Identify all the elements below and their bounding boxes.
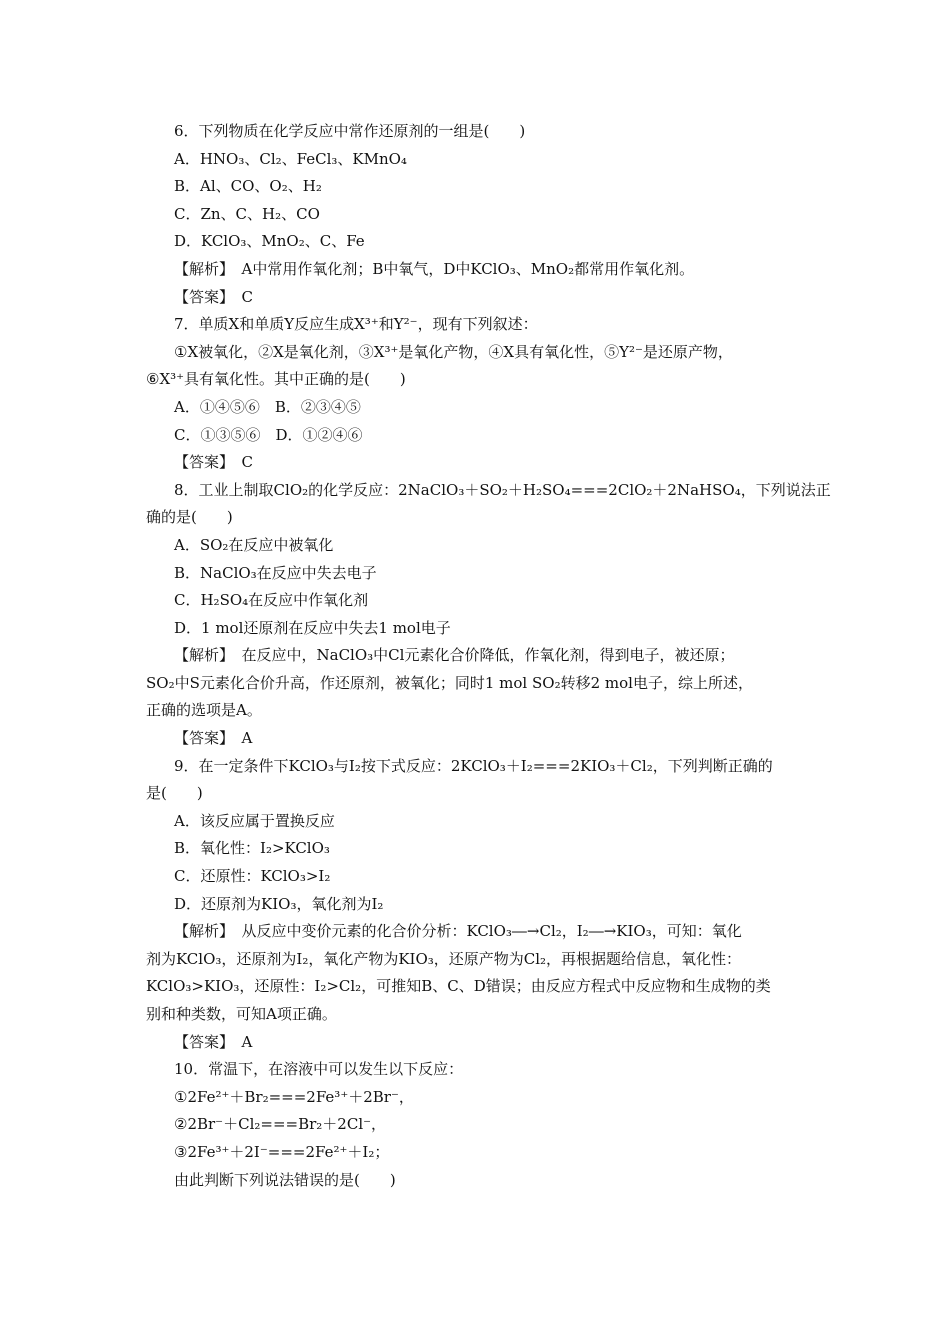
q10-reaction-2: ②2Br⁻＋Cl₂===Br₂＋2Cl⁻，: [174, 1115, 387, 1134]
q10-question: 由此判断下列说法错误的是( ): [174, 1170, 396, 1189]
q8-analysis-line-2: SO₂中S元素化合价升高，作还原剂，被氧化；同时1 mol SO₂转移2 mol电子，综上所述，: [146, 673, 753, 692]
q8-option-a: A．SO₂在反应中被氧化: [174, 535, 334, 554]
q10-stem: 10．常温下，在溶液中可以发生以下反应：: [174, 1060, 464, 1079]
q9-analysis-line-4: 别和种类数，可知A项正确。: [146, 1005, 337, 1023]
answer-text: A: [226, 729, 253, 748]
q7-desc-line-1: ①X被氧化，②X是氧化剂，③X³⁺是氧化产物，④X具有氧化性，⑤Y²⁻是还原产物，: [174, 342, 733, 361]
q8-analysis-line-1: [146, 642, 816, 670]
answer-label: 【答案】: [174, 729, 227, 748]
analysis-label: 【解析】: [174, 259, 227, 278]
q6-option-d: D．KClO₃、MnO₂、C、Fe: [174, 232, 365, 251]
q8-option-d: D．1 mol还原剂在反应中失去1 mol电子: [174, 618, 451, 637]
q9-option-a: A．该反应属于置换反应: [174, 811, 335, 830]
q9-analysis-line-3: KClO₃>KIO₃，还原性：I₂>Cl₂，可推知B、C、D错误；由反应方程式中反应物和生成物的类: [146, 977, 771, 996]
q8-stem-line-2: 确的是( ): [146, 508, 233, 527]
analysis-label: 【解析】: [174, 646, 227, 665]
q9-answer: [146, 1029, 816, 1057]
answer-label: 【答案】: [174, 287, 227, 306]
q10-reaction-1: ①2Fe²⁺＋Br₂===2Fe³⁺＋2Br⁻，: [174, 1087, 414, 1106]
answer-text: A: [226, 1032, 253, 1051]
q10-reaction-3: ③2Fe³⁺＋2I⁻===2Fe²⁺＋I₂；: [174, 1142, 390, 1161]
q6-option-b: B．Al、CO、O₂、H₂: [174, 177, 322, 196]
q8-stem-line-1: 8．工业上制取ClO₂的化学反应：2NaClO₃＋SO₂＋H₂SO₄===2ClO₂＋2NaHSO₄，下列说法正: [174, 480, 831, 499]
q6-analysis: [146, 256, 816, 284]
q7-options-row-2: C．①③⑤⑥ D．①②④⑥: [174, 425, 363, 444]
q9-stem-line-1: 9．在一定条件下KClO₃与I₂按下式反应：2KClO₃＋I₂===2KIO₃＋Cl₂，下列判断正确的: [174, 756, 773, 775]
q6-answer: [146, 284, 816, 312]
q9-option-b: B．氧化性：I₂>KClO₃: [174, 839, 330, 858]
q7-options-row-1: A．①④⑤⑥ B．②③④⑤: [174, 397, 361, 416]
q9-analysis-line-1: [146, 918, 816, 946]
q6-option-a: A．HNO₃、Cl₂、FeCl₃、KMnO₄: [174, 149, 407, 168]
q7-stem: 7．单质X和单质Y反应生成X³⁺和Y²⁻，现有下列叙述：: [174, 315, 538, 334]
q8-analysis-line-3: 正确的选项是A。: [146, 701, 262, 720]
analysis-text: A中常用作氧化剂；B中氧气，D中KClO₃、MnO₂都常用作氧化剂。: [226, 259, 695, 278]
answer-text: C: [226, 453, 253, 472]
q7-desc-line-2: ⑥X³⁺具有氧化性。其中正确的是( ): [146, 370, 406, 389]
q9-stem-line-2: 是( ): [146, 784, 203, 803]
q8-option-b: B．NaClO₃在反应中失去电子: [174, 563, 377, 582]
q9-analysis-line-2: 剂为KClO₃，还原剂为I₂，氧化产物为KIO₃，还原产物为Cl₂，再根据题给信息，氧化性：: [146, 949, 742, 968]
q9-option-c: C．还原性：KClO₃>I₂: [174, 867, 331, 886]
document-page: [146, 118, 831, 1194]
answer-text: C: [226, 287, 253, 306]
analysis-text: 在反应中，NaClO₃中Cl元素化合价降低，作氧化剂，得到电子，被还原；: [226, 646, 735, 665]
q8-answer: [146, 725, 816, 753]
q8-option-c: C．H₂SO₄在反应中作氧化剂: [174, 591, 369, 610]
q6-option-c: C．Zn、C、H₂、CO: [174, 204, 320, 223]
q6-stem: 6．下列物质在化学反应中常作还原剂的一组是( ): [174, 122, 526, 140]
answer-label: 【答案】: [174, 1032, 227, 1051]
q9-option-d: D．还原剂为KIO₃，氧化剂为I₂: [174, 894, 384, 913]
answer-label: 【答案】: [174, 453, 227, 472]
analysis-text: 从反应中变价元素的化合价分析：KClO₃―→Cl₂，I₂―→KIO₃，可知：氧化: [226, 922, 742, 941]
analysis-label: 【解析】: [174, 922, 227, 941]
q7-answer: [146, 449, 816, 477]
